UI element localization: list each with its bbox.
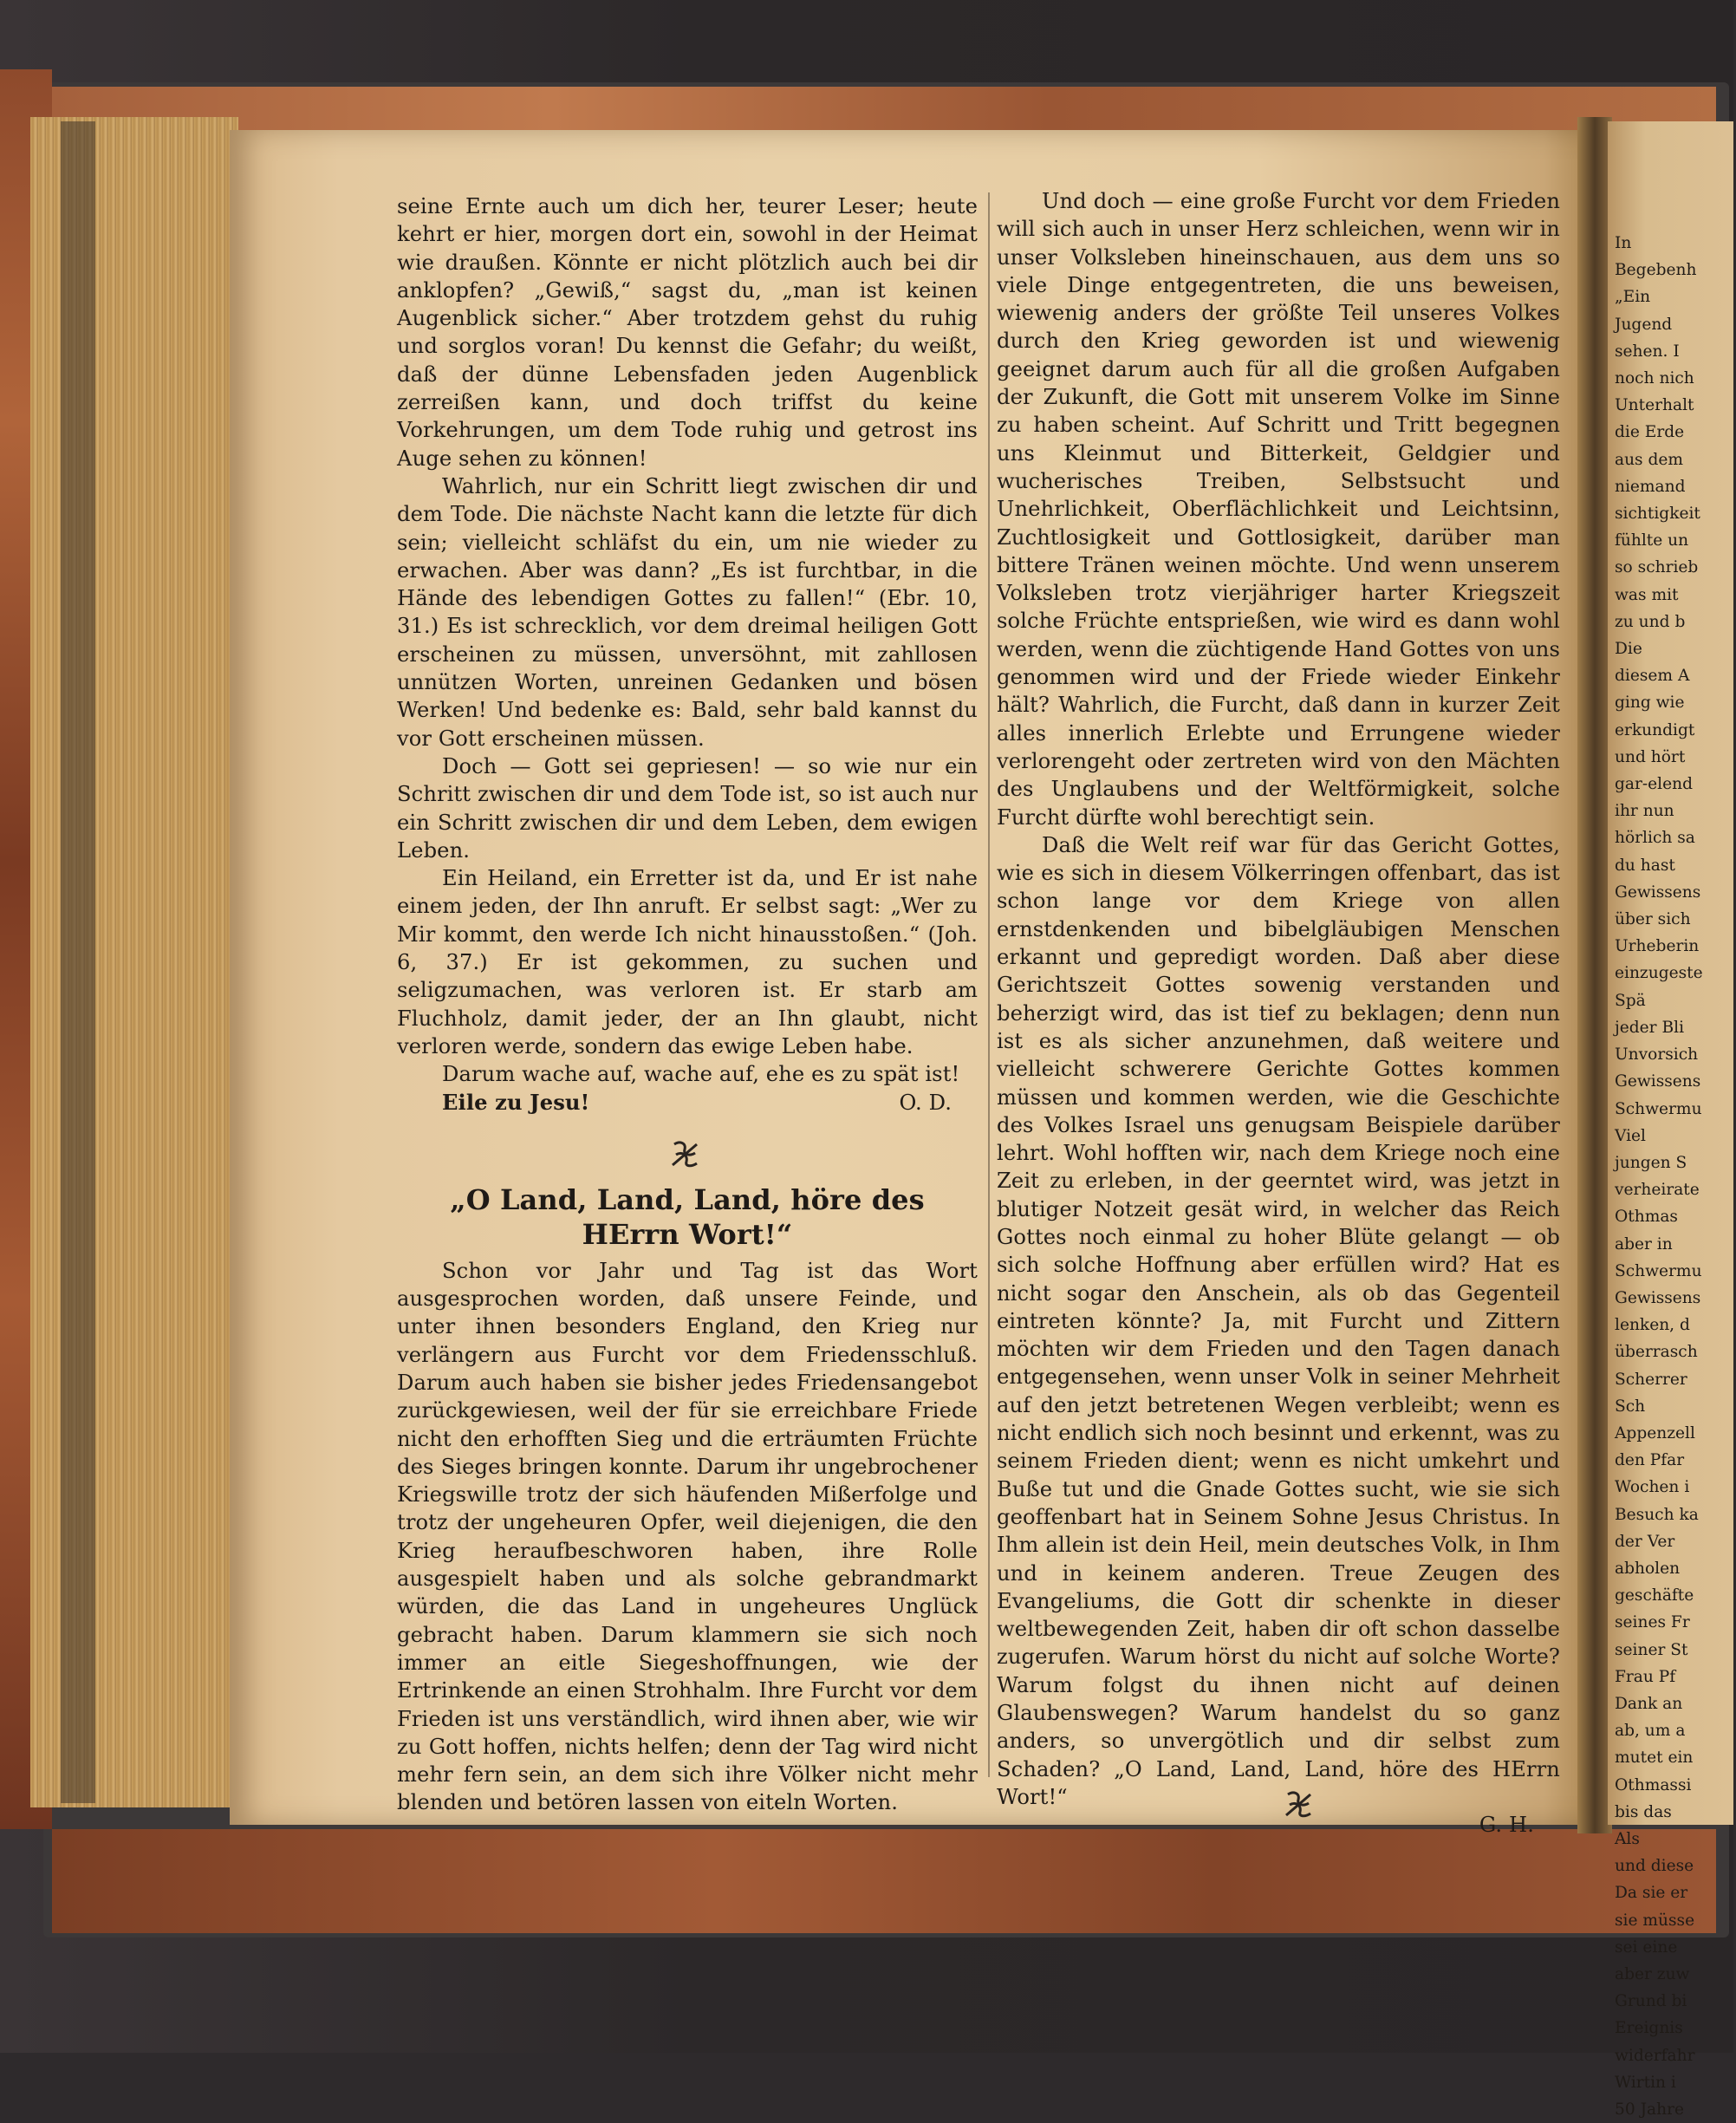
- right-page-line: sei eine: [1615, 1937, 1678, 1957]
- ornament-icon: [1281, 1788, 1316, 1822]
- right-page-line: In: [1615, 234, 1632, 252]
- right-page-line: fühlte un: [1615, 531, 1689, 550]
- right-page-line: 50 Jahre: [1615, 2100, 1684, 2120]
- right-page-line: lenken, d: [1615, 1316, 1690, 1335]
- right-page-line: seines Fr: [1615, 1613, 1690, 1632]
- right-page-line: Scherrer: [1615, 1370, 1687, 1389]
- right-page: [1608, 121, 1733, 2120]
- right-page-line: Besuch ka: [1615, 1505, 1699, 1524]
- right-page-line: Unvorsich: [1615, 1045, 1699, 1065]
- right-page-line: Schwermu: [1615, 1261, 1702, 1280]
- right-page-line: noch nich: [1615, 369, 1694, 388]
- closing-text: Eile zu Jesu!: [442, 1089, 590, 1115]
- right-page-line: Da sie er: [1615, 1884, 1688, 1903]
- left-column: [397, 192, 978, 1817]
- right-page-line: bis das: [1615, 1802, 1672, 1821]
- right-page-line: was mit: [1615, 585, 1679, 604]
- signature: G. H.: [1479, 1813, 1534, 1838]
- right-page-line: widerfahr: [1615, 2046, 1695, 2065]
- right-page-line: die Erde: [1615, 423, 1685, 442]
- paragraph: Und doch — eine große Furcht vor dem Frieden will sich auch in unser Herz schleichen, wenn wir in unser Volksleben hineinschauen, aus dem uns so viele Dinge entgegentreten, die uns beweisen, wiewenig anders der größte Teil unseres Volkes durch den Krieg geworden ist und wiewenig geeignet darum auch für all die großen Aufgaben der Zukunft, die Gott mit unserem Volke im Sinne zu haben scheint. Auf Schritt und Tritt begegnen uns Kleinmut und Bitterkeit, Geldgier und wucherisches Treiben, Selbstsucht und Unehrlichkeit, Oberflächlichkeit und Leichtsinn, Zuchtlosigkeit und Gottlosigkeit, darüber man bittere Tränen weinen möchte. Und wenn unserem Volksleben trotz vierjähriger harter Kriegszeit solche Früchte entsprießen, wie wird es dann wohl werden, wenn die züchtigende Hand Gottes von uns genommen wird und der Friede wieder Einkehr hält? Wahrlich, die Furcht, daß dann in kurzer Zeit alles innerlich Erlebte und Errungene wieder verlorengeht oder zertreten wird von den Mächten des Unglaubens und der Weltförmigkeit, solche Furcht dürfte wohl berechtigt sein.: [997, 189, 1560, 830]
- marbled-cover-bottom: [52, 1829, 1716, 1933]
- right-page-line: den Pfar: [1615, 1451, 1685, 1470]
- paragraph: Schon vor Jahr und Tag ist das Wort ausgesprochen worden, daß unsere Feinde, und unter ihnen besonders England, den Krieg nur verlängern aus Furcht vor dem Friedensschluß. Darum auch haben sie bisher jedes Friedensangebot zurückgewiesen, weil der für sie erreichbare Friede nicht den erhofften Sieg und die erträumten Früchte des Sieges bringen konnte. Darum ihr ungebrochener Kriegswille trotz der sich häufenden Mißerfolge und trotz der ungeheuren Opfer, weil diejenigen, die den Krieg heraufbeschworen haben, ihre Rolle ausgespielt haben und als solche gebrandmarkt würden, die das Land in ungeheures Unglück gebracht haben. Darum klammern sie sich noch immer an eitle Siegeshoffnungen, wie der Ertrinkende an einen Strohhalm. Ihre Furcht vor dem Frieden ist uns verständlich, wird ihnen aber, wie wir zu Gott hoffen, nichts helfen; denn der Tag wird nicht mehr fern sein, an dem sich ihre Völker nicht mehr blenden und betören lassen von eiteln Worten.: [397, 1258, 978, 1815]
- closing-line: [397, 1089, 978, 1117]
- right-page-line: aber zuw: [1615, 1965, 1690, 1983]
- closing-initials: O. D.: [899, 1090, 952, 1115]
- right-page-line: Grund bi: [1615, 1992, 1687, 2011]
- right-page-line: geschäfte: [1615, 1586, 1694, 1605]
- column-rule: [988, 192, 990, 1777]
- book-gutter: [1577, 117, 1612, 1833]
- page-edges-shadow: [61, 121, 95, 1803]
- right-page-line: gar-elend: [1615, 775, 1693, 794]
- ornament-icon: [667, 1137, 702, 1172]
- right-page-line: Othmassi: [1615, 1775, 1692, 1794]
- right-page-line: sehen. I: [1615, 342, 1680, 361]
- right-page-line: Othmas: [1615, 1208, 1678, 1227]
- right-page-line: sichtigkeit: [1615, 505, 1700, 524]
- right-page-line: Urheberin: [1615, 937, 1700, 956]
- right-page-line: seiner St: [1615, 1640, 1688, 1659]
- right-page-line: Gewissens: [1615, 1288, 1701, 1307]
- right-page-line: Dank an: [1615, 1694, 1683, 1713]
- right-page-line: verheirate: [1615, 1181, 1700, 1200]
- right-page-line: abholen: [1615, 1559, 1681, 1578]
- right-page-line: diesem A: [1615, 667, 1690, 686]
- right-page-line: sie müsse: [1615, 1911, 1695, 1930]
- paragraph: Darum wache auf, wache auf, ehe es zu spät ist!: [442, 1062, 960, 1087]
- paragraph: Daß die Welt reif war für das Gericht Gottes, wie es sich in diesem Völkerringen offenbart, das ist schon lange vor dem Kriege von allen ernstdenkenden und bibelgläubigen Menschen erkannt und gepredigt worden. Daß aber diese Gerichtszeit Gottes sowenig verstanden und beherzigt wird, das ist tief zu beklagen; denn nun ist es als sicher anzunehmen, daß weitere und vielleicht schwerere Gerichte Gottes kommen müssen und kommen werden, wie die Geschichte des Volkes Israel uns genugsam Beispiele darüber lehrt. Wohl hofften wir, nach dem Kriege noch eine Zeit zu erleben, in der geerntet wird, was jetzt in blutiger Notzeit gesät wird, in welcher das Reich Gottes noch einmal zu hoher Blüte gelangt — ob sich solche Hoffnung aber erfüllen wird? Hat es nicht sogar den Anschein, als ob das Gegenteil eintreten könnte? Ja, mit Furcht und Zittern möchten wir dem Frieden und den Tagen danach entgegensehen, wenn unser Volk in seiner Mehrheit auf den jetzt betretenen Wegen verbleibt; wenn es nicht endlich sich noch besinnt und erkennt, was zu seinem Frieden dient; wenn es nicht umkehrt und Buße tut und die Gnade Gottes sucht, wie sie sich geoffenbart hat in Seinem Sohne Jesus Christus. In Ihm allein ist dein Heil, mein deutsches Volk, in Ihm und in keinem anderen. Treue Zeugen des Evangeliums, die Gott dir schenkte in dieser weltbewegenden Zeit, haben dir oft schon dasselbe zugerufen. Warum hörst du nicht auf solche Worte? Warum folgst du ihnen nicht auf deinen Glaubenswegen? Warum handelst du so ganz anders, so unvergötlich und dir selbst zum Schaden? „O Land, Land, Land, höre des HErrn Wort!“: [997, 832, 1560, 1809]
- paragraph: Ein Heiland, ein Erretter ist da, und Er ist nahe einem jeden, der Ihn anruft. Er selbst sagt: „Wer zu Mir kommt, den werde Ich nicht hinausstoßen.“ (Joh. 6, 37.) Er ist gekommen, zu suchen und seligzumachen, was verloren ist. Er starb am Fluchholz, damit jeder, der an Ihn glaubt, nicht verloren werde, sondern das ewige Leben habe.: [397, 866, 978, 1058]
- right-page-line: aber in: [1615, 1234, 1673, 1254]
- right-page-line: Viel: [1615, 1126, 1646, 1145]
- right-page-line: über sich: [1615, 910, 1691, 929]
- right-page-line: Schwermu: [1615, 1099, 1702, 1118]
- right-page-line: überrasch: [1615, 1343, 1698, 1362]
- right-page-line: Gewissens: [1615, 882, 1701, 902]
- right-page-line: zu und b: [1615, 612, 1686, 631]
- right-page-text-fragments: [1615, 230, 1736, 2123]
- right-page-line: einzugeste: [1615, 964, 1703, 983]
- right-page-line: ab, um a: [1615, 1722, 1686, 1741]
- right-page-line: niemand: [1615, 477, 1686, 496]
- right-page-line: erkundigt: [1615, 720, 1695, 739]
- right-column: [997, 187, 1560, 1840]
- right-page-line: Ereignis: [1615, 2019, 1683, 2038]
- paragraph: Doch — Gott sei gepriesen! — so wie nur ein Schritt zwischen dir und dem Tode ist, so ist auch nur ein Schritt zwischen dir und dem Leben, dem ewigen Leben.: [397, 753, 978, 863]
- right-page-line: Wirtin i: [1615, 2073, 1676, 2092]
- paragraph: Wahrlich, nur ein Schritt liegt zwischen dir und dem Tode. Die nächste Nacht kann die letzte für dich sein; vielleicht schläfst du ein, um nie wieder zu erwachen. Aber was dann? „Es ist furchtbar, in die Hände des lebendigen Gottes zu fallen!“ (Ebr. 10, 31.) Es ist schrecklich, vor dem dreimal heiligen Gott erscheinen zu müssen, unversöhnt, mit zahllosen unnützen Worten, unreinen Gedanken und bösen Werken! Und bedenke es: Bald, sehr bald kannst du vor Gott erscheinen müssen.: [397, 473, 978, 751]
- right-page-line: Begebenh: [1615, 261, 1697, 280]
- right-page-line: Als: [1615, 1829, 1640, 1848]
- article-heading: „O Land, Land, Land, höre des HErrn Wort!“: [450, 1182, 925, 1251]
- right-page-line: Wochen i: [1615, 1478, 1690, 1497]
- right-page-line: Unterhalt: [1615, 396, 1694, 415]
- right-page-line: der Ver: [1615, 1532, 1675, 1551]
- right-page-line: ging wie: [1615, 694, 1685, 713]
- right-page-line: Spä: [1615, 991, 1646, 1010]
- right-page-line: mutet ein: [1615, 1749, 1694, 1768]
- right-page-line: „Ein: [1615, 288, 1651, 307]
- right-page-line: hörlich sa: [1615, 829, 1695, 848]
- right-page-line: so schrieb: [1615, 558, 1699, 577]
- right-page-line: jungen S: [1615, 1153, 1687, 1172]
- right-page-line: ihr nun: [1615, 802, 1674, 821]
- right-page-line: Frau Pf: [1615, 1667, 1676, 1686]
- right-page-line: Jugend: [1615, 315, 1673, 334]
- right-page-line: aus dem: [1615, 450, 1684, 469]
- right-page-line: Gewissens: [1615, 1072, 1701, 1091]
- right-page-line: Die: [1615, 640, 1642, 659]
- right-page-line: und diese: [1615, 1857, 1694, 1876]
- right-page-line: Sch: [1615, 1397, 1646, 1416]
- paragraph: seine Ernte auch um dich her, teurer Leser; heute kehrt er hier, morgen dort ein, sowohl in der Heimat wie draußen. Könnte er nicht plötzlich auch bei dir anklopfen? „Gewiß,“ sagst du, „man ist keinen Augenblick sicher.“ Aber trotzdem gehst du ruhig und sorglos voran! Du kennst die Gefahr; du weißt, daß der dünne Lebensfaden jeden Augenblick zerreißen kann, und doch triffst du keine Vorkehrungen, um dem Tode ruhig und getrost ins Auge sehen zu können!: [397, 194, 978, 471]
- right-page-line: jeder Bli: [1615, 1018, 1685, 1037]
- right-page-line: du hast: [1615, 856, 1675, 875]
- right-page-line: Appenzell: [1615, 1423, 1695, 1442]
- right-page-line: und hört: [1615, 747, 1686, 766]
